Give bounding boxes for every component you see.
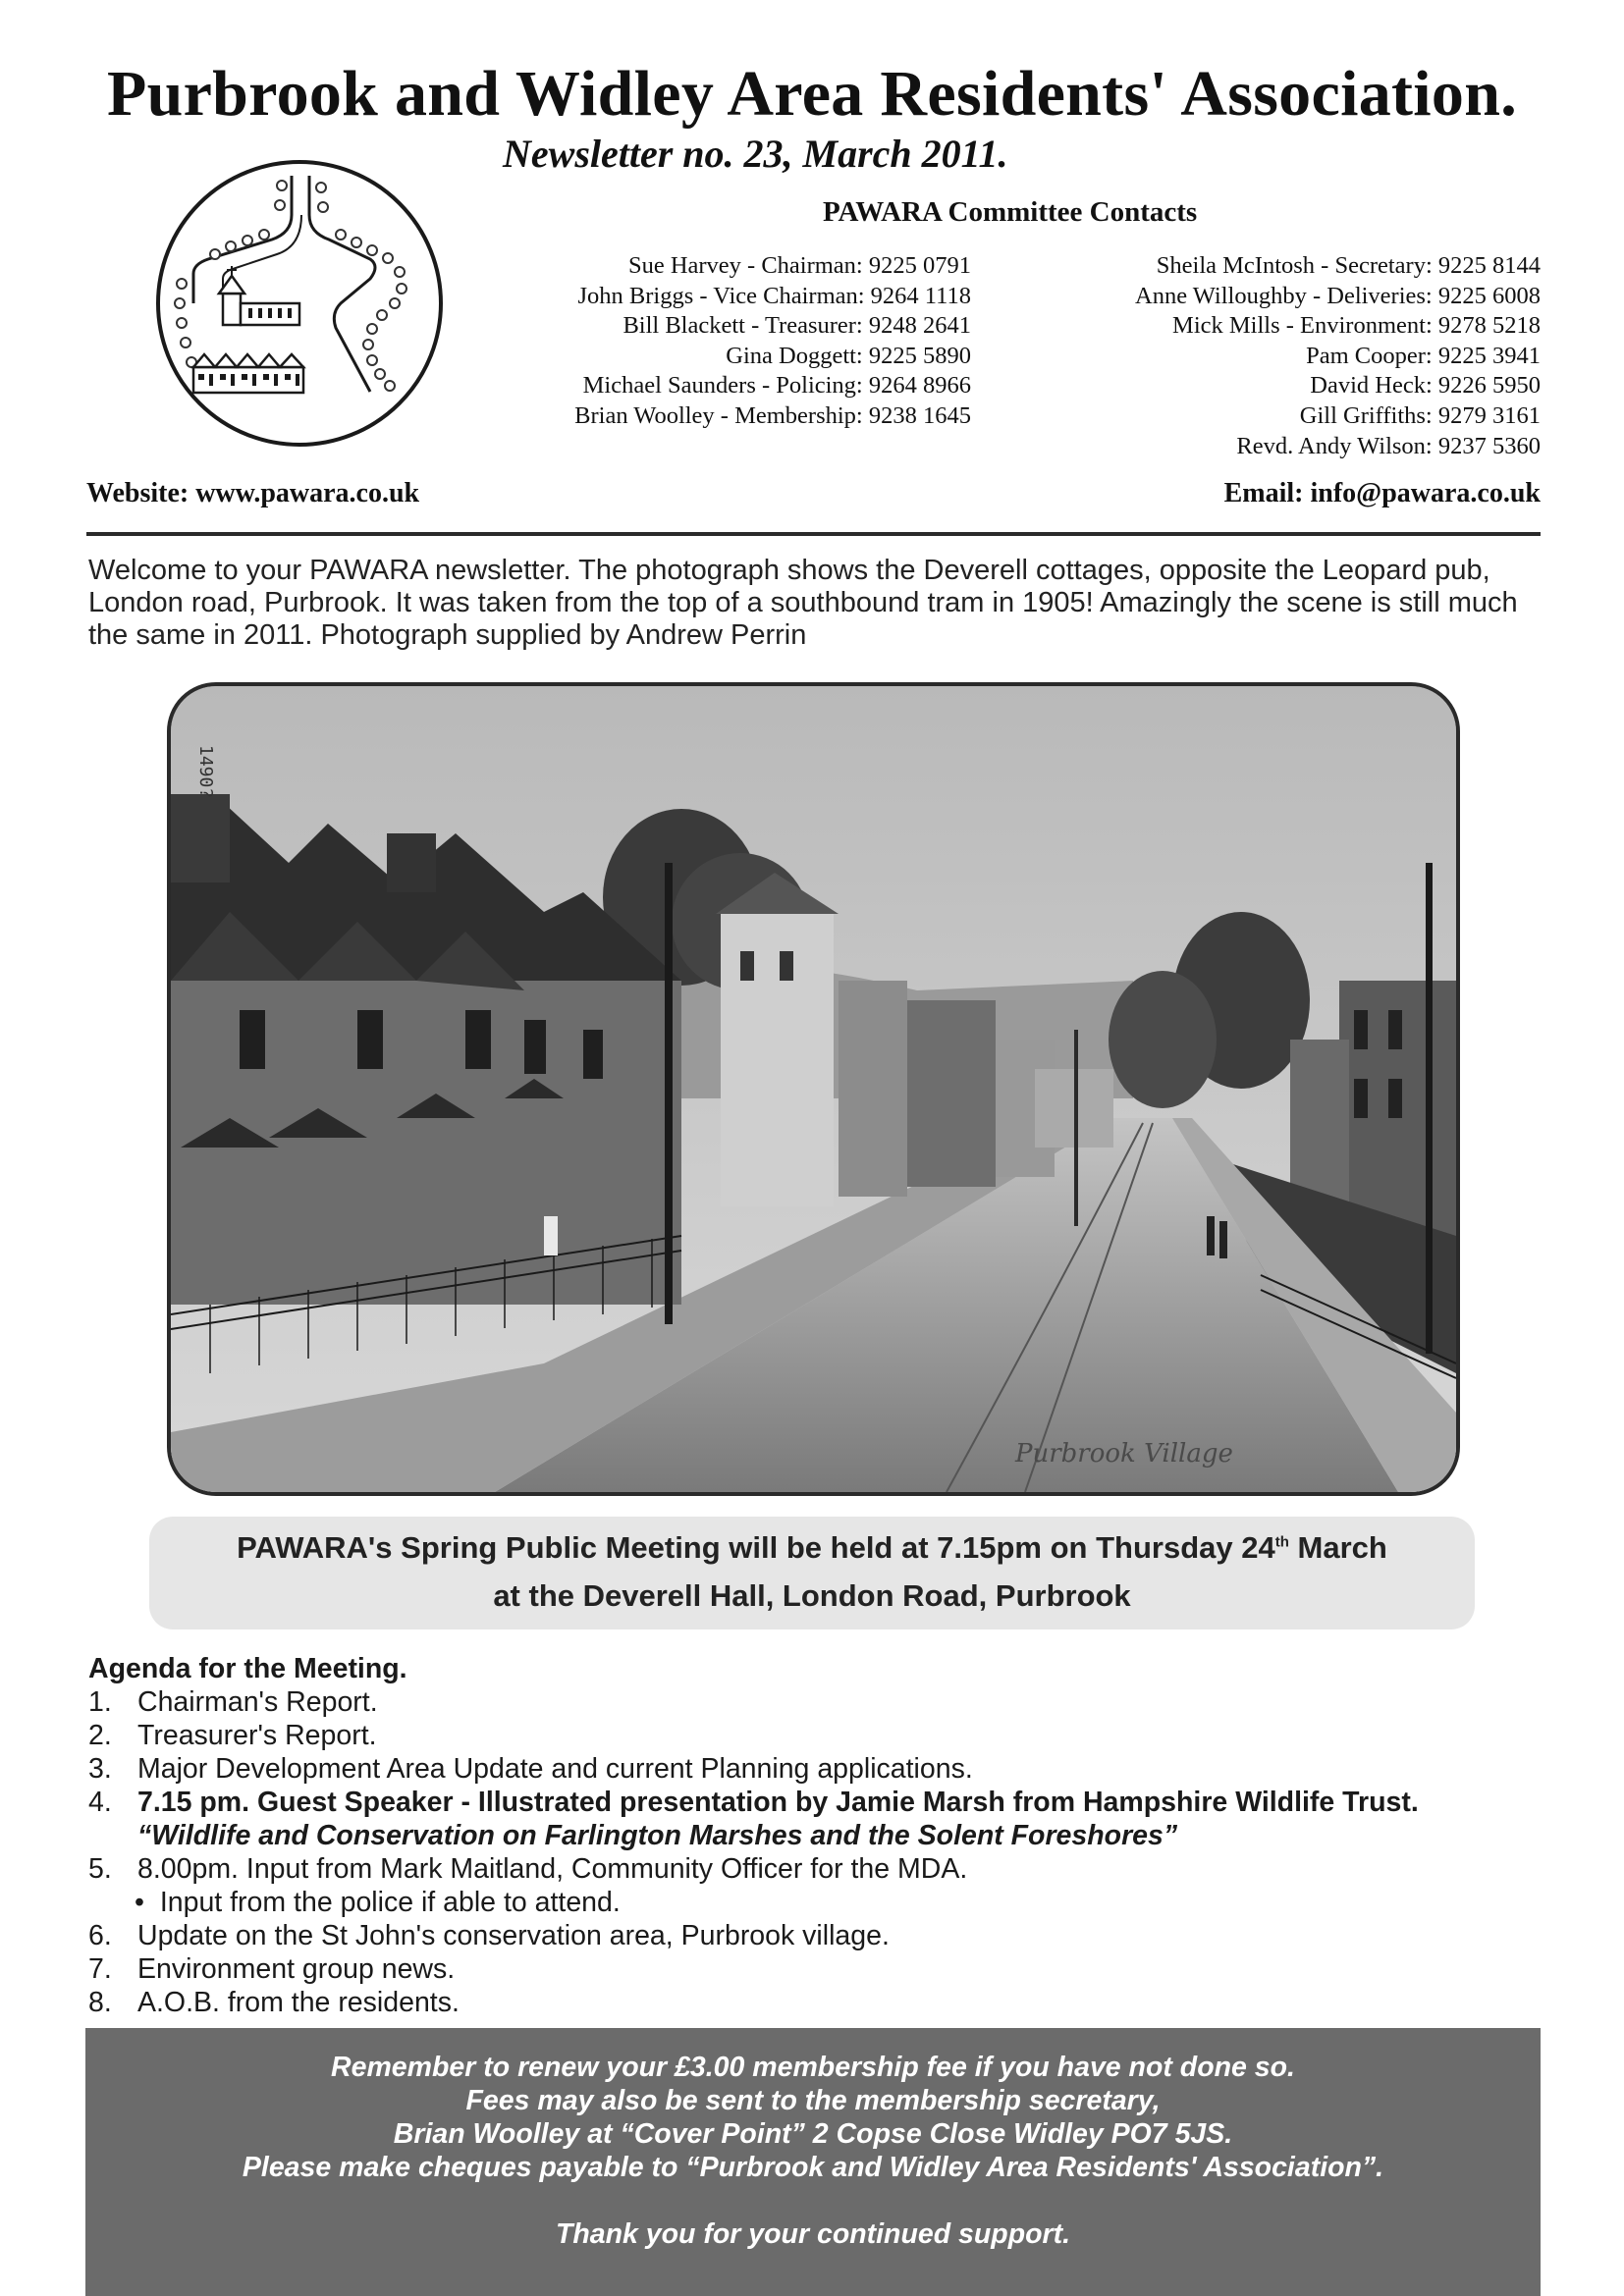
membership-reminder	[85, 2028, 1541, 2296]
bullet-icon: •	[135, 1887, 160, 1918]
contacts-left-column	[574, 251, 971, 432]
contact-entry: Sheila McIntosh - Secretary: 9225 8144	[1156, 252, 1541, 279]
reminder-line: Fees may also be sent to the membership secretary,	[465, 2085, 1161, 2116]
contact-entry: Anne Willoughby - Deliveries: 9225 6008	[1135, 282, 1541, 309]
contact-entry: Bill Blackett - Treasurer: 9248 2641	[623, 312, 971, 340]
date-ordinal: th	[1274, 1533, 1289, 1551]
contact-entry: Mick Mills - Environment: 9278 5218	[1172, 312, 1541, 340]
contacts-right-column	[1135, 251, 1541, 461]
agenda-item	[88, 1786, 1551, 1819]
agenda-bullet	[88, 1886, 1551, 1919]
agenda-text: Environment group news.	[137, 1953, 456, 1985]
agenda-number: 8.	[88, 1987, 112, 2018]
agenda-bullet-text: Input from the police if able to attend.	[159, 1887, 621, 1918]
contact-entry: Brian Woolley - Membership: 9238 1645	[574, 401, 971, 429]
agenda-item	[88, 1685, 1551, 1719]
meeting-month: March	[1288, 1530, 1387, 1565]
photo-caption: Purbrook Village	[1015, 1439, 1233, 1468]
reminder-line: Remember to renew your £3.00 membership fee if you have not done so.	[331, 2052, 1295, 2083]
agenda-item	[88, 1852, 1551, 1886]
meeting-line-2: at the Deverell Hall, London Road, Purbrook	[493, 1578, 1131, 1613]
thanks-line: Thank you for your continued support.	[555, 2218, 1071, 2250]
agenda-text: 8.00pm. Input from Mark Maitland, Community Officer for the MDA.	[137, 1853, 968, 1885]
agenda-item	[88, 1986, 1551, 2019]
agenda-number: 1.	[88, 1686, 112, 1718]
meeting-announcement	[149, 1517, 1475, 1629]
agenda-item	[88, 1719, 1551, 1752]
agenda-number: 5.	[88, 1853, 112, 1885]
agenda-item	[88, 1952, 1551, 1986]
newsletter-title: Purbrook and Widley Area Residents' Association.	[106, 58, 1518, 130]
pawara-logo	[154, 156, 445, 451]
meeting-line-1	[149, 1530, 1475, 1566]
agenda-text: Update on the St John's conservation area, Purbrook village.	[137, 1920, 890, 1951]
reminder-line: Please make cheques payable to “Purbrook and Widley Area Residents' Association”.	[242, 2152, 1384, 2183]
header-divider	[86, 532, 1541, 536]
agenda-number: 3.	[88, 1753, 112, 1785]
website-link[interactable]: Website: www.pawara.co.uk	[86, 478, 420, 508]
contact-entry: David Heck: 9226 5950	[1310, 372, 1541, 400]
contact-entry: Pam Cooper: 9225 3941	[1306, 342, 1541, 369]
meeting-text: PAWARA's Spring Public Meeting will be held at 7.15pm on Thursday 24	[237, 1530, 1275, 1565]
contact-entry: Sue Harvey - Chairman: 9225 0791	[627, 252, 971, 279]
contacts-heading: PAWARA Committee Contacts	[823, 196, 1198, 228]
agenda-text: 7.15 pm. Guest Speaker - Illustrated presentation by Jamie Marsh from Hampshire Wildlife Trust.	[137, 1787, 1419, 1818]
agenda-item	[88, 1752, 1551, 1786]
agenda-number: 4.	[88, 1787, 112, 1818]
agenda-text: Chairman's Report.	[137, 1686, 378, 1718]
agenda-text: Major Development Area Update and current Planning applications.	[137, 1753, 973, 1785]
agenda-subtitle: “Wildlife and Conservation on Farlington Marshes and the Solent Foreshores”	[137, 1820, 1178, 1851]
email-link[interactable]: Email: info@pawara.co.uk	[1223, 478, 1541, 508]
agenda-number: 7.	[88, 1953, 112, 1985]
contact-entry: Gina Doggett: 9225 5890	[726, 342, 971, 369]
agenda-item	[88, 1919, 1551, 1952]
newsletter-issue: Newsletter no. 23, March 2011.	[503, 132, 1008, 176]
agenda-number: 2.	[88, 1720, 112, 1751]
intro-paragraph: Welcome to your PAWARA newsletter. The photograph shows the Deverell cottages, opposite the Leopard pub, London road, Purbrook. It was taken from the top of a southbound tram in 1905! Amazingly the scene is still much the same in 2011. Photograph supplied by Andrew Perrin	[88, 555, 1518, 651]
historic-photograph	[167, 682, 1460, 1496]
agenda-section	[88, 1652, 1551, 2019]
contact-entry: Michael Saunders - Policing: 9264 8966	[582, 372, 971, 400]
agenda-text: Treasurer's Report.	[137, 1720, 377, 1751]
contact-entry: Revd. Andy Wilson: 9237 5360	[1236, 432, 1541, 459]
agenda-text: A.O.B. from the residents.	[137, 1987, 460, 2018]
contact-entry: Gill Griffiths: 9279 3161	[1299, 401, 1541, 429]
reminder-line: Brian Woolley at “Cover Point” 2 Copse Close Widley PO7 5JS.	[393, 2118, 1233, 2150]
agenda-number: 6.	[88, 1920, 112, 1951]
agenda-heading: Agenda for the Meeting.	[88, 1653, 407, 1684]
photo-corner-mark: 1490?	[195, 745, 216, 799]
contact-entry: John Briggs - Vice Chairman: 9264 1118	[577, 282, 971, 309]
